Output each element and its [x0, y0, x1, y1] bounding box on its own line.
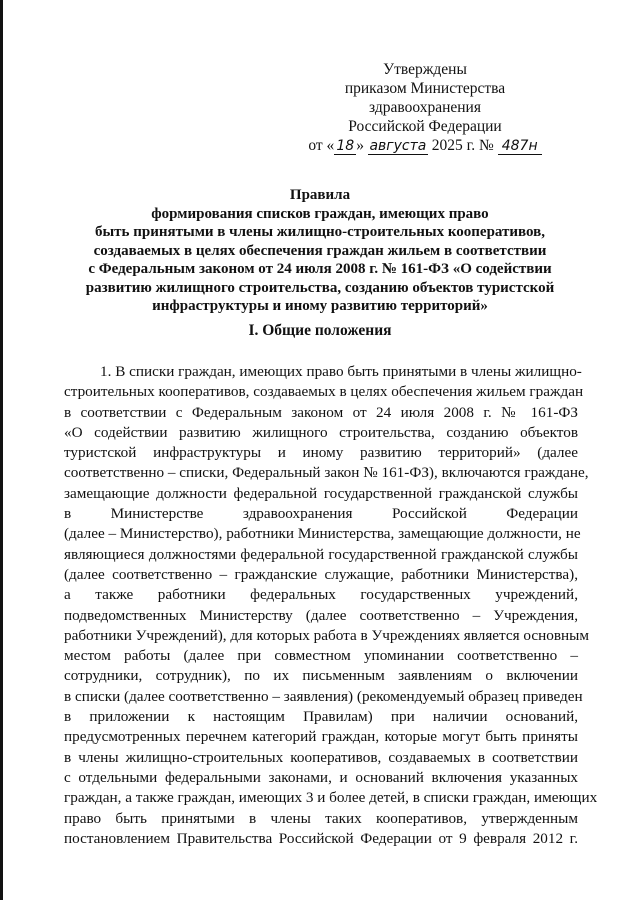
body-line: подведомственных Министерству (далее соответственно – Учреждения,: [64, 606, 578, 624]
section-heading: I. Общие положения: [248, 322, 392, 339]
body-line: 1. В списки граждан, имеющих право быть принятыми в члены жилищно-: [100, 363, 582, 380]
body-paragraph: [64, 362, 598, 849]
body-line: в соответствии с Федеральным законом от 24 июля 2008 г. № 161-ФЗ: [64, 403, 578, 421]
approval-line-4: Российской Федерации: [348, 118, 502, 135]
body-line: (далее соответственно – гражданские служащие, работники Министерства),: [64, 565, 578, 583]
body-line: работники Учреждений), для которых работа в Учреждениях является основным: [64, 626, 589, 644]
body-line: в приложении к настоящим Правилам) при наличии оснований,: [64, 708, 578, 726]
handwritten-day: 18: [334, 139, 356, 155]
body-line: а также работники федеральных государственных учреждений,: [64, 586, 578, 604]
body-line: в Министерстве здравоохранения Российской Федерации: [64, 505, 578, 523]
handwritten-number: 487н: [498, 139, 542, 155]
title-line-3: быть принятыми в члены жилищно-строительных кооперативов,: [94, 224, 546, 240]
approval-date-line: [300, 136, 550, 155]
approval-stamp: [300, 60, 550, 155]
approval-line-3: здравоохранения: [369, 99, 481, 116]
handwritten-month: августа: [369, 138, 427, 154]
title-line-7: инфраструктуры и иному развитию территорий»: [152, 298, 488, 314]
body-line: (далее – Министерство), работники Министерства, замещающие должности, не: [64, 525, 581, 543]
body-line: право быть принятыми в члены таких кооперативов, утвержденным: [64, 809, 578, 827]
title-line-6: развитию жилищного строительства, созданию объектов туристской: [85, 279, 555, 296]
title-line-1: Правила: [289, 187, 351, 203]
scan-edge-shadow: [0, 0, 3, 900]
approval-line-2: приказом Министерства: [344, 80, 506, 97]
body-line: граждан, а также граждан, имеющих 3 и более детей, в списки граждан, имеющих: [64, 789, 598, 807]
body-line: местом работы (далее при совместном упоминании соответственно –: [64, 647, 578, 665]
body-line: замещающие должности федеральной государственной гражданской службы: [64, 484, 578, 502]
body-line: с отдельными федеральными законами, и оснований включения указанных: [64, 768, 578, 786]
body-line: предусмотренных перечнем категорий граждан, которые могут быть приняты: [64, 728, 578, 746]
body-line: постановлением Правительства Российской Федерации от 9 февраля 2012 г.: [64, 829, 578, 847]
title-line-4: создаваемых в целях обеспечения граждан жильем в соответствии: [93, 242, 547, 259]
body-line: туристской инфраструктуры и иному развитию территорий» (далее: [64, 444, 578, 462]
body-line: являющиеся должностями федеральной государственной гражданской службы: [64, 545, 578, 563]
body-line: «О содействии развитию жилищного строительства, созданию объектов: [64, 423, 578, 441]
body-line: в члены жилищно-строительных кооперативов, создаваемых в соответствии: [64, 748, 578, 766]
date-mid: »: [356, 137, 365, 154]
title-line-5: с Федеральным законом от 24 июля 2008 г. № 161-ФЗ «О содействии: [88, 261, 552, 277]
body-line: соответственно – списки, Федеральный закон № 161-ФЗ), включаются граждане,: [64, 464, 589, 482]
body-line: строительных кооперативов, создаваемых в целях обеспечения жильем граждан: [64, 383, 584, 401]
date-prefix: от «: [308, 137, 335, 154]
document-title: [60, 186, 580, 316]
body-line: сотрудники, сотрудник), по их письменным заявлениям о включении: [64, 667, 578, 685]
date-year: 2025 г. №: [431, 137, 494, 154]
body-line: в списки (далее соответственно – заявления) (рекомендуемый образец приведен: [64, 687, 583, 705]
title-line-2: формирования списков граждан, имеющих право: [151, 205, 489, 222]
approval-line-1: Утверждены: [383, 61, 467, 78]
